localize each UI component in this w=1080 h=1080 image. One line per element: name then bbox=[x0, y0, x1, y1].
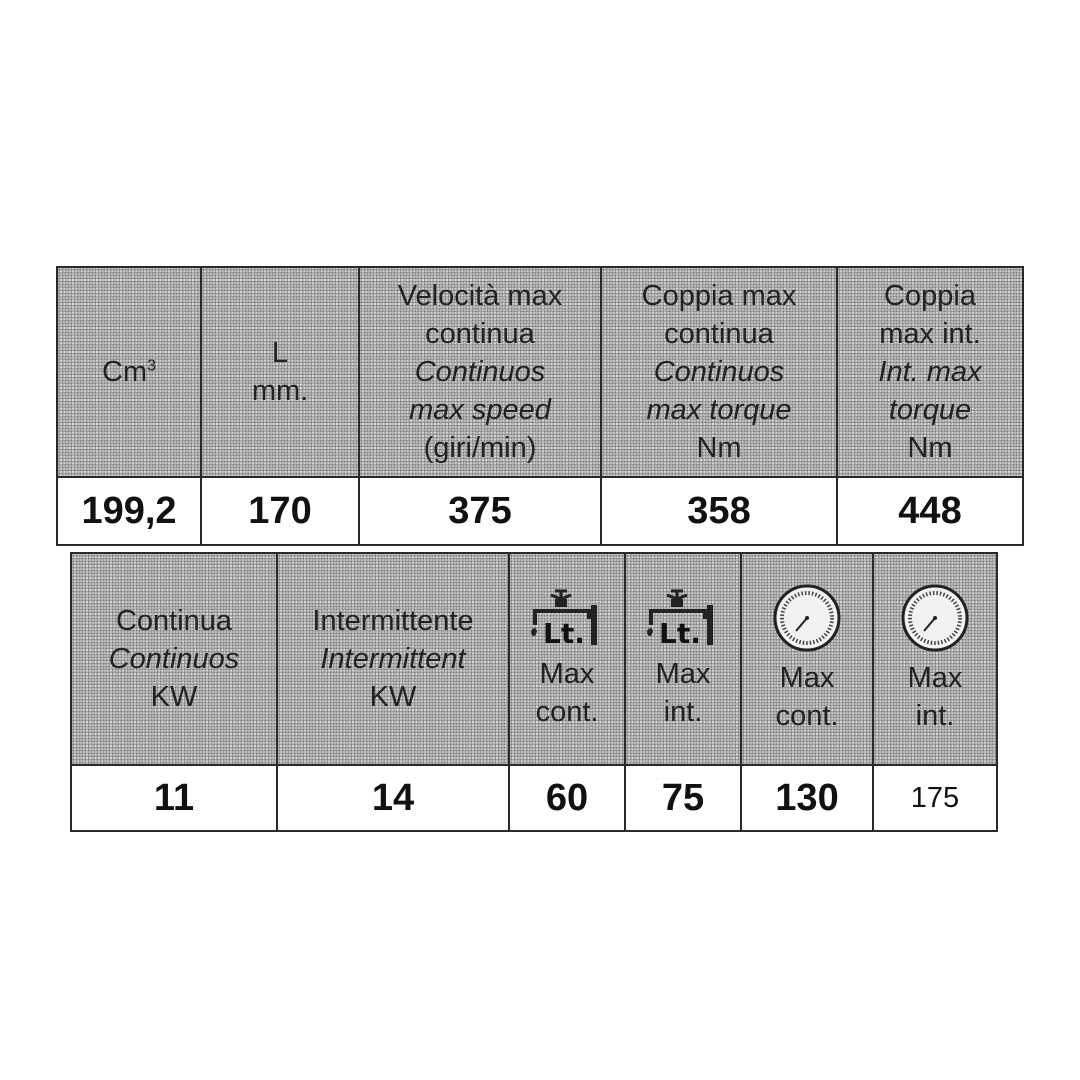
motor-specs-table-bottom bbox=[70, 552, 998, 832]
max-speed-value: 375 bbox=[359, 477, 601, 545]
power-int-label: Intermittente bbox=[312, 605, 474, 637]
torque-int-label-1: Coppia bbox=[884, 280, 976, 312]
torque-int-label-en-1: Int. max bbox=[878, 356, 982, 388]
header-flow-max-cont bbox=[509, 553, 625, 765]
pressure-gauge-icon bbox=[900, 583, 970, 653]
torque-int-label-2: max int. bbox=[879, 318, 981, 350]
torque-int-value: 448 bbox=[837, 477, 1023, 545]
header-pressure-max-cont bbox=[741, 553, 873, 765]
flow-cont-label-2: cont. bbox=[535, 696, 599, 728]
length-label: L bbox=[271, 337, 289, 369]
power-cont-label: Continua bbox=[115, 605, 233, 637]
pressure-gauge-icon bbox=[772, 583, 842, 653]
pressure-int-label-1: Max bbox=[907, 662, 963, 694]
torque-cont-label-en-2: max torque bbox=[646, 394, 792, 426]
length-unit: mm. bbox=[251, 375, 309, 407]
header-max-torque-continuous bbox=[601, 267, 837, 477]
pressure-cont-label-2: cont. bbox=[775, 700, 839, 732]
flow-tap-icon bbox=[643, 587, 723, 649]
torque-cont-unit: Nm bbox=[696, 432, 742, 464]
header-flow-max-int bbox=[625, 553, 741, 765]
displacement-value: 199,2 bbox=[57, 477, 201, 545]
flow-int-label-2: int. bbox=[663, 696, 703, 728]
displacement-label: Cm$^3$ bbox=[101, 356, 156, 388]
flow-int-value: 75 bbox=[625, 765, 741, 831]
flow-cont-value: 60 bbox=[509, 765, 625, 831]
pressure-cont-label-1: Max bbox=[779, 662, 835, 694]
flow-int-label-1: Max bbox=[655, 658, 711, 690]
max-speed-label-en-1: Continuos bbox=[414, 356, 546, 388]
power-cont-label-en: Continuos bbox=[108, 643, 240, 675]
header-max-speed bbox=[359, 267, 601, 477]
torque-int-unit: Nm bbox=[907, 432, 953, 464]
torque-cont-label-1: Coppia max bbox=[641, 280, 797, 312]
header-row bbox=[71, 553, 997, 765]
pressure-cont-value: 130 bbox=[741, 765, 873, 831]
flow-cont-label-1: Max bbox=[539, 658, 595, 690]
torque-cont-label-2: continua bbox=[664, 318, 774, 350]
power-cont-value: 11 bbox=[71, 765, 277, 831]
length-value: 170 bbox=[201, 477, 359, 545]
header-power-continuous bbox=[71, 553, 277, 765]
value-row bbox=[57, 477, 1023, 545]
header-max-torque-intermittent bbox=[837, 267, 1023, 477]
power-int-value: 14 bbox=[277, 765, 509, 831]
pressure-int-label-2: int. bbox=[915, 700, 955, 732]
header-length bbox=[201, 267, 359, 477]
max-speed-label-en-2: max speed bbox=[409, 394, 551, 426]
power-int-label-en: Intermittent bbox=[320, 643, 466, 675]
max-speed-label-2: continua bbox=[425, 318, 535, 350]
svg-text:Lt.: Lt. bbox=[543, 617, 585, 649]
header-power-intermittent bbox=[277, 553, 509, 765]
torque-cont-value: 358 bbox=[601, 477, 837, 545]
value-row bbox=[71, 765, 997, 831]
header-displacement bbox=[57, 267, 201, 477]
svg-text:Lt.: Lt. bbox=[659, 617, 701, 649]
torque-cont-label-en-1: Continuos bbox=[653, 356, 785, 388]
flow-tap-icon bbox=[527, 587, 607, 649]
torque-int-label-en-2: torque bbox=[888, 394, 972, 426]
power-cont-unit: KW bbox=[150, 681, 198, 713]
power-int-unit: KW bbox=[369, 681, 417, 713]
header-row bbox=[57, 267, 1023, 477]
max-speed-unit: (giri/min) bbox=[423, 432, 537, 464]
pressure-int-value: 175 bbox=[873, 765, 997, 831]
motor-specs-table-top bbox=[56, 266, 1024, 546]
max-speed-label-1: Velocità max bbox=[397, 280, 563, 312]
header-pressure-max-int bbox=[873, 553, 997, 765]
